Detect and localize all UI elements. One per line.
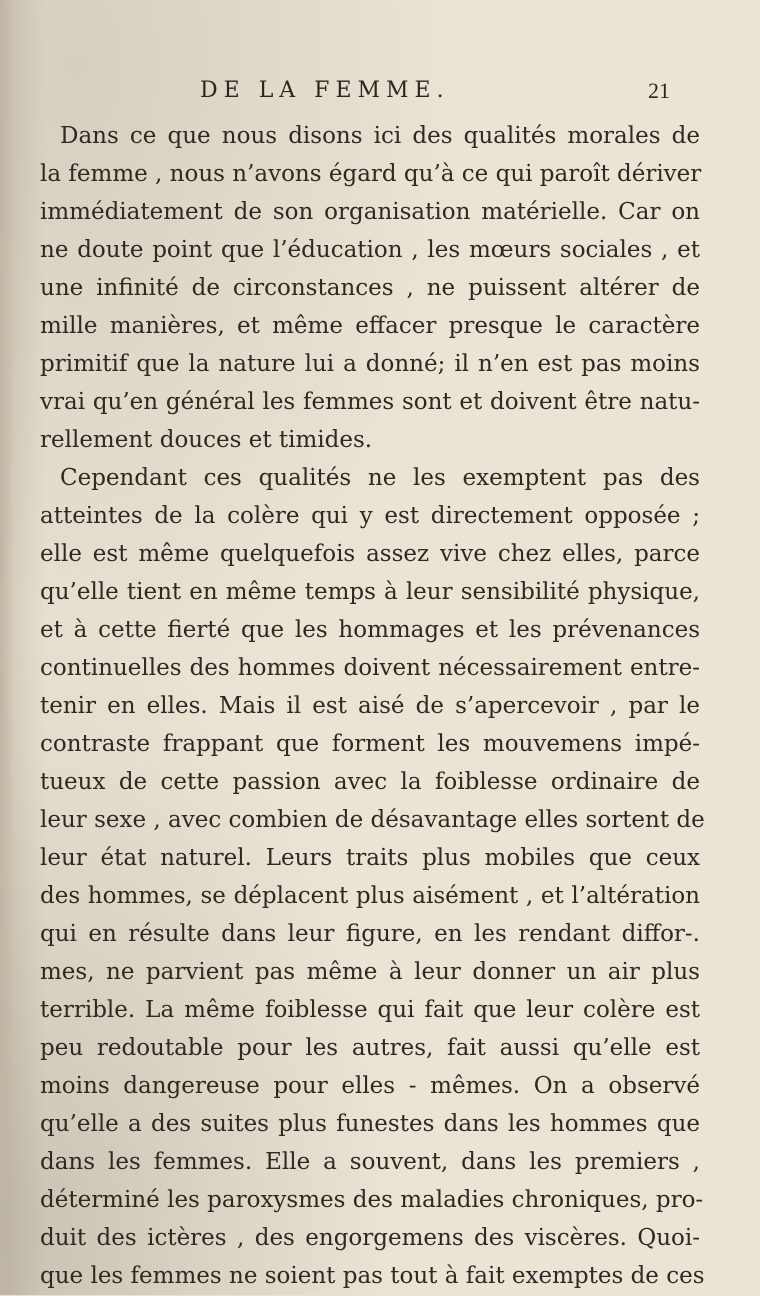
- text-line: atteintes de la colère qui y est directement opposée ;: [40, 503, 700, 529]
- text-line: immédiatement de son organisation matérielle. Car on: [40, 199, 700, 225]
- text-line: continuelles des hommes doivent nécessairement entre-: [40, 655, 700, 681]
- text-line: leur état naturel. Leurs traits plus mobiles que ceux: [40, 845, 700, 871]
- text-line: Dans ce que nous disons ici des qualités morales de: [60, 123, 700, 149]
- text-line: duit des ictères , des engorgemens des viscères. Quoi-: [40, 1225, 700, 1251]
- text-line: que les femmes ne soient pas tout à fait exemptes de ces: [40, 1263, 705, 1289]
- running-title: DE LA FEMME.: [200, 78, 450, 103]
- text-line: elle est même quelquefois assez vive chez elles, parce: [40, 541, 700, 567]
- text-line: et à cette fierté que les hommages et les prévenances: [40, 617, 700, 643]
- text-line: rellement douces et timides.: [40, 427, 373, 453]
- text-line: déterminé les paroxysmes des maladies chroniques, pro-: [40, 1187, 704, 1213]
- text-line: primitif que la nature lui a donné; il n’en est pas moins: [40, 351, 700, 377]
- text-line: contraste frappant que forment les mouvemens impé-: [40, 731, 700, 757]
- text-line: qu’elle tient en même temps à leur sensibilité physique,: [40, 579, 700, 605]
- running-head: [200, 78, 670, 118]
- text-line: vrai qu’en général les femmes sont et doivent être natu-: [40, 389, 700, 415]
- text-line: des hommes, se déplacent plus aisément , et l’altération: [40, 883, 700, 909]
- text-line: tenir en elles. Mais il est aisé de s’apercevoir , par le: [40, 693, 700, 719]
- text-line: Cependant ces qualités ne les exemptent pas des: [60, 465, 700, 491]
- text-line: la femme , nous n’avons égard qu’à ce qui paroît dériver: [40, 161, 702, 187]
- text-line: moins dangereuse pour elles - mêmes. On a observé: [40, 1073, 700, 1099]
- text-line: mille manières, et même effacer presque le caractère: [40, 313, 700, 339]
- text-line: mes, ne parvient pas même à leur donner un air plus: [40, 959, 700, 985]
- text-line: leur sexe , avec combien de désavantage elles sortent de: [40, 807, 705, 833]
- text-line: terrible. La même foiblesse qui fait que leur colère est: [40, 997, 700, 1023]
- page-number: 21: [648, 78, 670, 103]
- text-line: tueux de cette passion avec la foiblesse ordinaire de: [40, 769, 700, 795]
- text-line: peu redoutable pour les autres, fait aussi qu’elle est: [40, 1035, 700, 1061]
- text-line: dans les femmes. Elle a souvent, dans les premiers ,: [40, 1149, 700, 1175]
- page-edge-shadow: [0, 0, 14, 1295]
- text-line: qui en résulte dans leur figure, en les rendant diffor-.: [40, 921, 700, 947]
- text-line: ne doute point que l’éducation , les mœurs sociales , et: [40, 237, 700, 263]
- text-line: une infinité de circonstances , ne puissent altérer de: [40, 275, 700, 301]
- text-line: qu’elle a des suites plus funestes dans les hommes que: [40, 1111, 700, 1137]
